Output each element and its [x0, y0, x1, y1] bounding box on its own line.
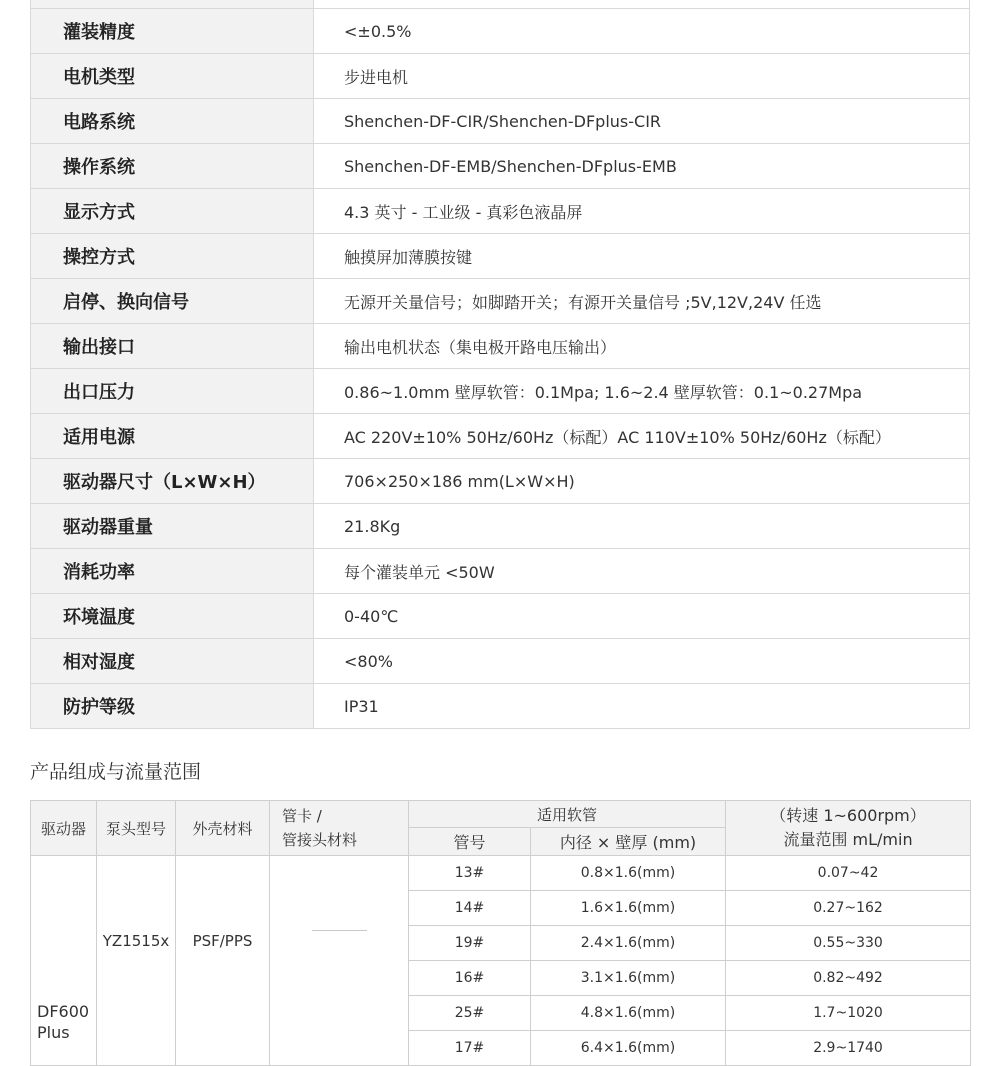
tube-number: 17#: [409, 1031, 531, 1066]
spec-row: [31, 324, 970, 369]
spec-value: 21.8Kg: [314, 504, 970, 549]
spec-value: <80%: [314, 639, 970, 684]
spec-value: 无源开关量信号；如脚踏开关；有源开关量信号 ;5V,12V,24V 任选: [314, 279, 970, 324]
spec-value: Shenchen-DF-CIR/Shenchen-DFplus-CIR: [314, 99, 970, 144]
driver-cell: [31, 856, 97, 1066]
spec-label: 操作系统: [31, 144, 314, 189]
header-clamp-material: [270, 801, 409, 856]
header-clamp-line2: 管接头材料: [282, 831, 358, 849]
driver-line2: Plus: [37, 1023, 70, 1042]
tube-size: 6.4×1.6(mm): [531, 1031, 726, 1066]
header-pump-head: 泵头型号: [97, 801, 176, 856]
spec-value: IP31: [314, 684, 970, 729]
tube-size: 2.4×1.6(mm): [531, 926, 726, 961]
spec-row: [31, 549, 970, 594]
spec-row: [31, 504, 970, 549]
flow-range: 0.27~162: [726, 891, 971, 926]
tube-number: 13#: [409, 856, 531, 891]
table-row: [31, 856, 971, 891]
spec-row: [31, 414, 970, 459]
spec-label: [31, 0, 314, 9]
spec-value: [314, 0, 970, 9]
header-clamp-line1: 管卡 /: [282, 807, 322, 825]
header-shell-material: 外壳材料: [176, 801, 270, 856]
driver-line1: DF600: [37, 1002, 90, 1021]
flow-range: 0.07~42: [726, 856, 971, 891]
spec-value: <±0.5%: [314, 9, 970, 54]
spec-label: 驱动器尺寸（L×W×H）: [31, 459, 314, 504]
empty-dash: [312, 930, 367, 931]
spec-value: 每个灌装单元 <50W: [314, 549, 970, 594]
flow-range: 0.82~492: [726, 961, 971, 996]
flow-table-body: [31, 856, 971, 1066]
header-tubing: 适用软管: [409, 801, 726, 828]
flow-range-table: [30, 800, 971, 1066]
spec-label: 驱动器重量: [31, 504, 314, 549]
spec-table-body: [31, 0, 970, 729]
spec-label: 操控方式: [31, 234, 314, 279]
flow-range: 2.9~1740: [726, 1031, 971, 1066]
spec-value: Shenchen-DF-EMB/Shenchen-DFplus-EMB: [314, 144, 970, 189]
section-title: 产品组成与流量范围: [30, 761, 202, 783]
tube-size: 3.1×1.6(mm): [531, 961, 726, 996]
spec-label: 启停、换向信号: [31, 279, 314, 324]
spec-row: [31, 234, 970, 279]
tube-number: 16#: [409, 961, 531, 996]
shell-material-cell: PSF/PPS: [176, 856, 270, 1066]
header-tube-number: 管号: [409, 828, 531, 856]
flow-range: 0.55~330: [726, 926, 971, 961]
spec-label: 电机类型: [31, 54, 314, 99]
spec-table: [30, 0, 970, 729]
spec-label: 显示方式: [31, 189, 314, 234]
spec-row: [31, 54, 970, 99]
spec-row: [31, 459, 970, 504]
pump-head-cell: YZ1515x: [97, 856, 176, 1066]
tube-size: 1.6×1.6(mm): [531, 891, 726, 926]
spec-value: 4.3 英寸 - 工业级 - 真彩色液晶屏: [314, 189, 970, 234]
spec-row: [31, 594, 970, 639]
tube-size: 0.8×1.6(mm): [531, 856, 726, 891]
spec-value: 输出电机状态（集电极开路电压输出）: [314, 324, 970, 369]
spec-value: 触摸屏加薄膜按键: [314, 234, 970, 279]
spec-row: [31, 99, 970, 144]
spec-value: 0.86~1.0mm 壁厚软管：0.1Mpa; 1.6~2.4 壁厚软管：0.1~0.27Mpa: [314, 369, 970, 414]
spec-label: 灌装精度: [31, 9, 314, 54]
tube-number: 14#: [409, 891, 531, 926]
spec-row: [31, 279, 970, 324]
spec-label: 相对湿度: [31, 639, 314, 684]
spec-label: 出口压力: [31, 369, 314, 414]
spec-label: 防护等级: [31, 684, 314, 729]
header-tube-size: 内径 × 壁厚 (mm): [531, 828, 726, 856]
spec-label: 消耗功率: [31, 549, 314, 594]
spec-value: 706×250×186 mm(L×W×H): [314, 459, 970, 504]
header-flow-range: [726, 801, 971, 856]
spec-row: [31, 144, 970, 189]
clamp-material-cell: [270, 856, 409, 1066]
spec-label: 输出接口: [31, 324, 314, 369]
spec-row: [31, 189, 970, 234]
spec-label: 适用电源: [31, 414, 314, 459]
header-flow-line1: （转速 1~600rpm）: [770, 806, 926, 825]
spec-row: [31, 684, 970, 729]
flow-range: 1.7~1020: [726, 996, 971, 1031]
tube-number: 25#: [409, 996, 531, 1031]
spec-value: AC 220V±10% 50Hz/60Hz（标配）AC 110V±10% 50Hz/60Hz（标配）: [314, 414, 970, 459]
header-driver: 驱动器: [31, 801, 97, 856]
flow-table-header: [31, 801, 971, 856]
header-row: [31, 801, 971, 828]
tube-number: 19#: [409, 926, 531, 961]
spec-label: 环境温度: [31, 594, 314, 639]
tube-size: 4.8×1.6(mm): [531, 996, 726, 1031]
header-flow-line2: 流量范围 mL/min: [783, 830, 913, 849]
spec-row: [31, 9, 970, 54]
spec-label: 电路系统: [31, 99, 314, 144]
spec-value: 步进电机: [314, 54, 970, 99]
spec-row: [31, 639, 970, 684]
spec-row: [31, 369, 970, 414]
spec-row: [31, 0, 970, 9]
spec-value: 0-40℃: [314, 594, 970, 639]
